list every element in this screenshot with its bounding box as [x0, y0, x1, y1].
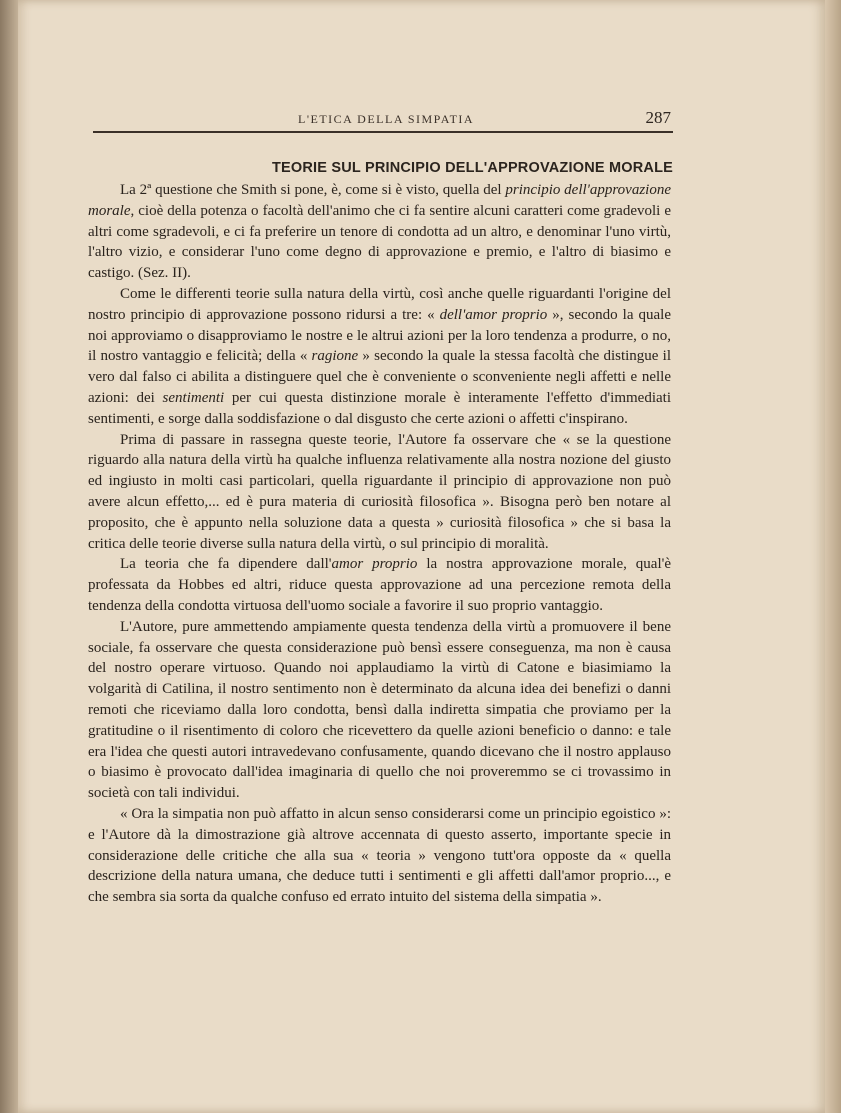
paragraph	[88, 804, 671, 908]
text-run: « Ora la simpatia non può affatto in alcun senso considerarsi come un principio egoistico »: e l'Autore dà la dimostrazione già altrove accennata di questo asserto, importante specie in considerazione delle critiche che alla sua « teoria » vengono tutt'ora opposte da « quella descrizione della natura umana, che deduce tutti i sentimenti e gli affetti dall'amor proprio..., e che sembra sia sorta da qualche confuso ed errato intuito del sistema della simpatia ».	[88, 805, 671, 906]
text-run: Come le differenti teorie sulla natura della virtù, così anche quelle riguardanti l'origine del nostro principio di approvazione possono ridursi a tre: «	[88, 285, 671, 323]
paragraph	[88, 554, 671, 616]
text-run: », secondo la quale noi approviamo o disapproviamo le nostre e le altrui azioni per la loro tendenza a produrre, o no, il nostro vantaggio e felicità; della «	[88, 306, 671, 365]
italic-text: sentimenti	[162, 389, 225, 406]
italic-text: dell'amor proprio	[439, 306, 548, 323]
paragraph	[88, 617, 671, 804]
body-text	[88, 180, 671, 908]
text-run: Prima di passare in rassegna queste teorie, l'Autore fa osservare che « se la questione riguardo alla natura della virtù ha qualche influenza relativamente alla nostra nozione del giusto ed ingiusto in molti casi particolari, quella riguardante il principio di approvazione non può avere alcun effetto,... ed è pura materia di curiosità filosofica ». Bisogna però ben notare al proposito, che è appunto nella soluzione data a questa » curiosità filosofica » che si basa la critica delle teorie diverse sulla natura della virtù, o sul principio di moralità.	[88, 431, 671, 552]
text-run: » secondo la quale la stessa facoltà che distingue il vero dal falso ci abilita a distinguere quel che è conveniente o sconveniente negli affetti e nelle azioni: dei	[88, 348, 672, 406]
italic-text: principio dell'approvazione morale	[88, 182, 671, 219]
paragraph	[88, 284, 671, 430]
text-run: , cioè della potenza o facoltà dell'animo che ci fa sentire alcuni caratteri come gradevoli e altri come sgradevoli, e ci fa preferire un tenore di condotta ad un altro, e denominar l'uno virtù, l'altro vizio, e considerar l'uno come degno di approvazione e premio, e l'altro di biasimo e castigo. (Sez. II).	[88, 202, 671, 282]
page-edge-left	[0, 0, 20, 1113]
text-run: per cui questa distinzione morale è interamente l'effetto d'immediati sentimenti, e sorge dalla soddisfazione o dal disgusto che certe azioni o affetti c'inspirano.	[88, 389, 671, 427]
paragraph	[88, 430, 671, 555]
text-run: La teoria che fa dipendere dall'	[120, 556, 332, 573]
text-run: La 2ª questione che Smith si pone, è, come si è visto, quella del	[120, 182, 506, 198]
running-header	[93, 108, 673, 132]
text-run: L'Autore, pure ammettendo ampiamente questa tendenza della virtù a promuovere il bene sociale, fa osservare che questa considerazione può bensì essere conseguenza, ma non è causa del nostro operare virtuoso. Quando noi applaudiamo la virtù di Catone e biasimiamo la volgarità di Catilina, il nostro sentimento non è determinato da alcuna idea dei benefizi o danni remoti che riceviamo dalla loro condotta, bensì dalla indiretta simpatia che proviamo per la gratitudine o il risentimento di coloro che ricevettero da quelle azioni beneficio o danno: e tale era l'idea che questi autori intravedevano confusamente, quando dicevano che il nostro applauso o biasimo è provocato dall'idea imaginaria di quello che noi proveremmo se ci trovassimo in società con tali individui.	[88, 618, 671, 802]
section-title: TEORIE SUL PRINCIPIO DELL'APPROVAZIONE MORALE	[271, 160, 673, 176]
italic-text: amor proprio	[331, 556, 418, 573]
italic-text: ragione	[311, 348, 359, 365]
paragraph	[88, 180, 671, 284]
header-rule	[93, 131, 673, 133]
page-number: 287	[645, 108, 671, 127]
text-run: la nostra approvazione morale, qual'è professata da Hobbes ed altri, riduce questa approvazione ad una percezione remota della tendenza della condotta virtuosa dell'uomo sociale a favorire il suo proprio vantaggio.	[88, 556, 671, 614]
running-title: L'ETICA DELLA SIMPATIA	[298, 112, 475, 126]
page-edge-right	[825, 0, 841, 1113]
